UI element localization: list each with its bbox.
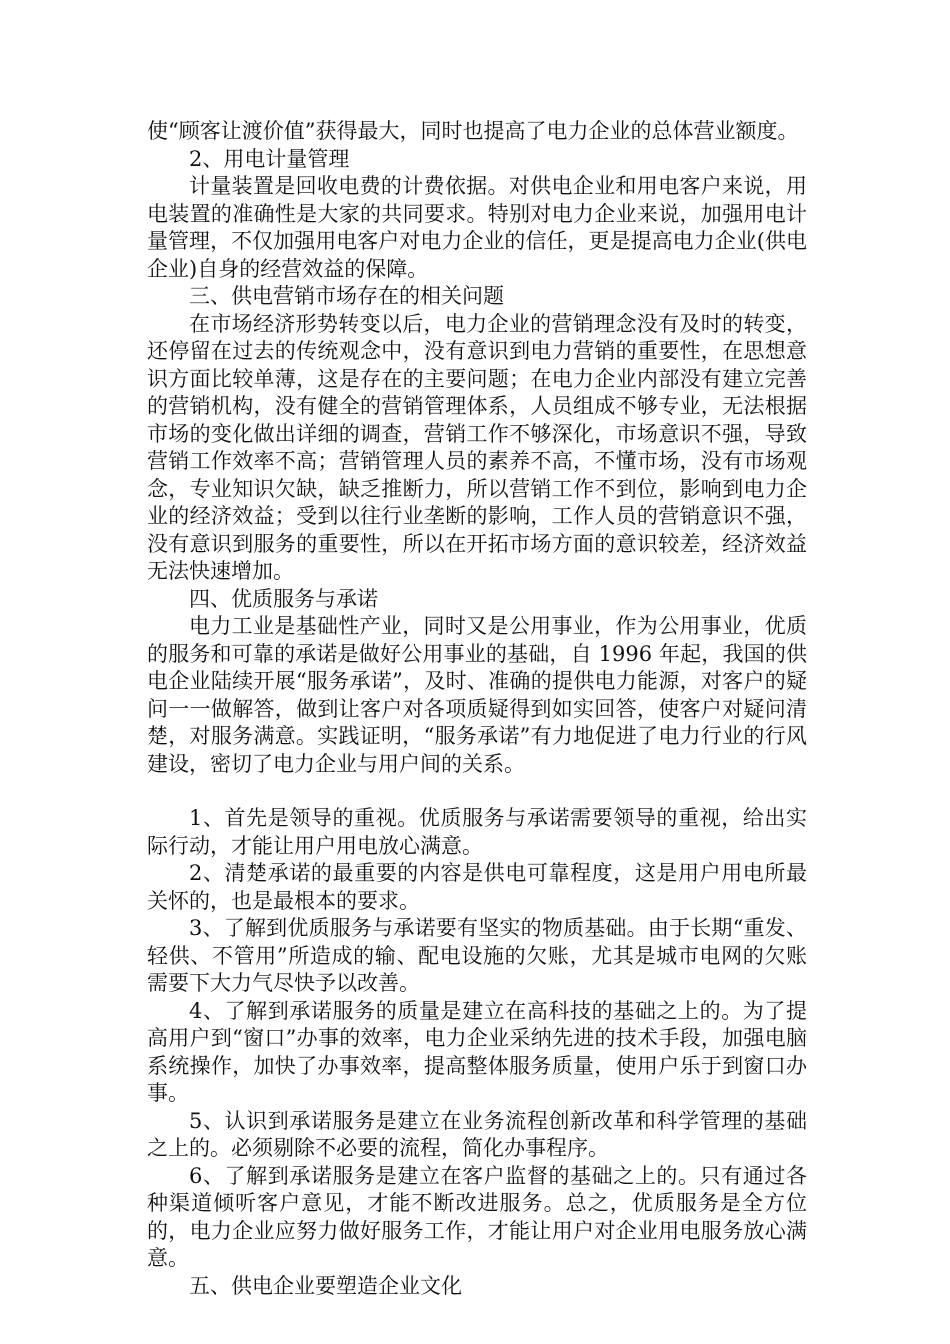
paragraph-metering: 计量装置是回收电费的计费依据。对供电企业和用电客户来说，用电装置的准确性是大家的共同要求。特别对电力企业来说，加强用电计量管理，不仅加强用电客户对电力企业的信任，更是提高电力企业(供电企业)自身的经营效益的保障。 — [147, 174, 807, 281]
list-item-3: 3、了解到优质服务与承诺要有坚实的物质基础。由于长期“重发、轻供、不管用”所造成的输、配电设施的欠账，尤其是城市电网的欠账需要下大力气尽快予以改善。 — [147, 916, 807, 995]
list-item-2: 2、清楚承诺的最重要的内容是供电可靠程度，这是用户用电所最关怀的，也是最根本的要求。 — [147, 861, 807, 913]
document-body — [147, 118, 807, 1300]
section-heading-4: 四、优质服务与承诺 — [189, 586, 378, 611]
list-item-1: 1、首先是领导的重视。优质服务与承诺需要领导的重视，给出实际行动，才能让用户用电放心满意。 — [147, 806, 807, 858]
section-heading-3: 三、供电营销市场存在的相关问题 — [189, 284, 504, 308]
list-item-5: 5、认识到承诺服务是建立在业务流程创新改革和科学管理的基础之上的。必须剔除不必要的流程，简化办事程序。 — [147, 1108, 807, 1160]
subheading-metering: 2、用电计量管理 — [189, 146, 350, 171]
paragraph-problems: 在市场经济形势转变以后，电力企业的营销理念没有及时的转变，还停留在过去的传统观念中，没有意识到电力营销的重要性，在思想意识方面比较单薄，这是存在的主要问题；在电力企业内部没有建立完善的营销机构，没有健全的营销管理体系，人员组成不够专业，无法根据市场的变化做出详细的调查，营销工作不够深化，市场意识不强，导致营销工作效率不高；营销管理人员的素养不高，不懂市场，没有市场观念，专业知识欠缺，缺乏推断力，所以营销工作不到位，影响到电力企业的经济效益；受到以往行业垄断的影响，工作人员的营销意识不强，没有意识到服务的重要性，所以在开拓市场方面的意识较差，经济效益无法快速增加。 — [147, 311, 807, 583]
section-heading-5: 五、供电企业要塑造企业文化 — [189, 1273, 462, 1298]
list-item-6: 6、了解到承诺服务是建立在客户监督的基础之上的。只有通过各种渠道倾听客户意见，才能不断改进服务。总之，优质服务是全方位的，电力企业应努力做好服务工作，才能让用户对企业用电服务放心满意。 — [147, 1163, 807, 1270]
list-item-4: 4、了解到承诺服务的质量是建立在高科技的基础之上的。为了提高用户到“窗口”办事的效率，电力企业采纳先进的技术手段，加强电脑系统操作，加快了办事效率，提高整体服务质量，使用户乐于到窗口办事。 — [147, 998, 807, 1105]
paragraph-1: 使“顾客让渡价值”获得最大，同时也提高了电力企业的总体营业额度。 — [147, 119, 799, 143]
paragraph-service: 电力工业是基础性产业，同时又是公用事业，作为公用事业，优质的服务和可靠的承诺是做好公用事业的基础，自 1996 年起，我国的供电企业陆续开展“服务承诺”，及时、准确的提供电力能源，对客户的疑问一一做解答，做到让客户对各项质疑得到如实回答，使客户对疑问清楚，对服务满意。实践证明，“服务承诺”有力地促进了电力行业的行风建设，密切了电力企业与用户间的关系。 — [147, 614, 807, 776]
